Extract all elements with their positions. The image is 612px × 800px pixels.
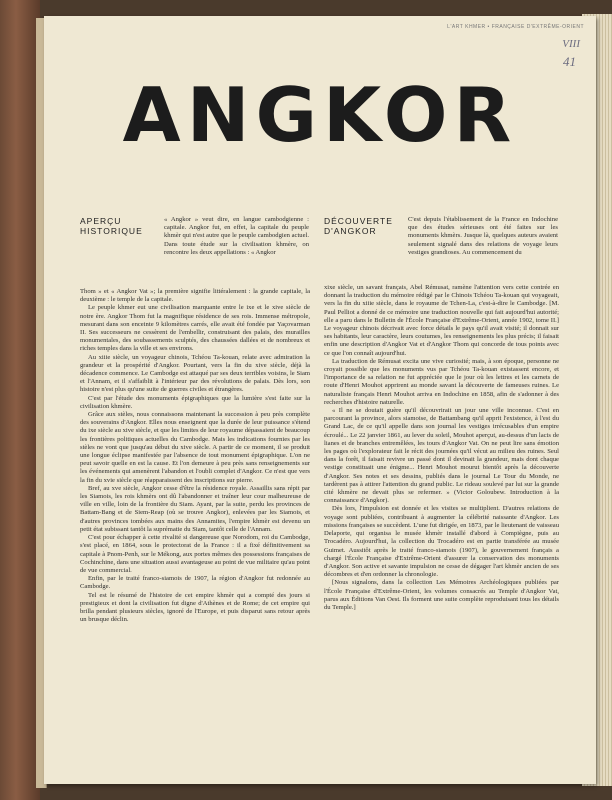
pencil-folio-b: 41 [563, 54, 576, 69]
left-paragraph: C'est par l'étude des monuments épigraphiques que la lumière s'est faite sur la civilisation khmère. [80, 394, 310, 410]
right-paragraph: xixe siècle, un savant français, Abel Rémusat, ramène l'attention vers cette contrée en donnant la traduction du mémoire rédigé par le Chinois Tchéou Ta-kouan qui voyageait, vers la fin du xiiie siècle, dans le royaume de Tchen-La, c'est-à-dire le Cambodge. [M. Paul Pelliot a donné de ce mémoire une traduction nouvelle qui fait aujourd'hui autorité; elle a paru dans le Bulletin de l'École Française d'Extrême-Orient, année 1902, tome II.] Le voyageur chinois décrivait avec force détails le pays qu'il avait visité; il donnait sur ses habitants, leur caractère, leurs coutumes, les renseignements les plus précis; il faisait enfin une description d'Angkor Vat et d'Angkor Thom qui concorde de tous points avec ce que l'on connaît aujourd'hui. [324, 284, 559, 357]
left-paragraph: Tel est le résumé de l'histoire de cet empire khmèr qui a compté des jours si prestigieux et dont la civilisation fut digne d'Athènes et de Rome; de cet empire qui brilla pendant plusieurs siècles, ignoré de l'Europe, et puis disparut sans retour après un brusque déclin. [80, 591, 310, 624]
right-paragraph: Dès lors, l'impulsion est donnée et les visites se multiplient. D'autres relations de voyage sont publiées, contribuant à augmenter la célébrité naissante d'Angkor. Les missions françaises se succèdent. L'une fut dirigée, en 1873, par le lieutenant de vaisseau Delaporte, qui organisa le musée khmèr installé d'abord à Compiègne, puis au Trocadéro. Aujourd'hui, la collection du Trocadéro est en partie transférée au musée Guimet. Aussitôt après le traité franco-siamois (1907), le gouvernement français a chargé l'École Française d'Extrême-Orient d'assurer la conservation des monuments d'Angkor. Son active et savante impulsion ne cesse de dégager l'art khmèr ancien de ses décombres et d'en ordonner la chronologie. [324, 505, 559, 579]
right-heading [324, 216, 393, 236]
left-heading-line-1: APERÇU [80, 216, 122, 226]
left-column [80, 288, 310, 624]
right-paragraph: [Nous signalons, dans la collection Les Mémoires Archéologiques publiées par l'École Française d'Extrême-Orient, les volumes consacrés au Temple d'Angkor Vat, parus aux Éditions Van Oest. Ils forment une suite complète reproduisant tous les détails du Temple.] [324, 579, 559, 611]
book-binding [0, 0, 40, 800]
right-column [324, 284, 559, 612]
right-paragraph: « Il ne se doutait guère qu'il découvrirait un jour une ville inconnue. C'est en parcourant la province, alors siamoise, de Battambang qu'il apprit l'existence, à l'est du Grand Lac, de ce qu'il appelle dans son journal les vestiges irrécusables d'un empire écroulé... Le 22 janvier 1861, au lever du soleil, Mouhot aperçut, au-dessus d'un lacis de lianes et de branches entremêlées, les tours d'Angkor Vat. On ne peut lire sans émotion les pages où l'explorateur fait le récit des journées qu'il vécut au milieu des ruines. Seul dans la forêt, il faisait revivre un passé dont il devinait la grandeur, mais dont chaque vestige constituait une énigme... Henri Mouhot mourut bientôt après la découverte d'Angkor. Ses notes et ses dessins, publiés dans le journal Le Tour du Monde, ne tardèrent pas à attirer l'attention du grand public. Le rideau soulevé par lui sur la grande cité khmère ne devait plus se refermer. » (Victor Goloubew. Introduction à la connaissance d'Angkor). [324, 407, 559, 505]
left-paragraph: Thom » et « Angkor Vat »; la première signifie littéralement : la grande capitale, la deuxième : le temple de la capitale. [80, 288, 310, 304]
pencil-folio-a: VIII [562, 38, 580, 50]
left-intro: « Angkor » veut dire, en langue cambodgienne : capitale. Angkor fut, en effet, la capitale du peuple khmèr qui n'est autre que le peuple cambodgien actuel. Dans toute étude sur la civilisation khmère, on rencontre les deux appellations : « Angkor [164, 216, 309, 256]
page-title: ANGKOR [122, 71, 518, 159]
left-paragraph: Grâce aux stèles, nous connaissons maintenant la succession à peu près complète des souverains d'Angkor. Elles nous enseignent que la durée de leur puissance s'étend du ixe siècle au xive siècle, et que les limites de leur royaume dépassaient de beaucoup les frontières politiques actuelles du Cambodge. Mais les indications fournies par les stèles ne vont que jusqu'au début du xive siècle. A partir de ce moment, il se produit une longue éclipse manifestée par l'absence de tout monument épigraphique. L'on ne peut savoir quelle en est la cause. Et l'on demeure à peu près sans renseignements sur les événements qui amenèrent l'abandon et l'oubli complet d'Angkor. Ce n'est que vers la fin du xvie siècle que réapparaissent des inscriptions sur pierre. [80, 411, 310, 484]
left-paragraph: Bref, au xve siècle, Angkor cesse d'être la résidence royale. Assaillis sans répit par les Siamois, les rois khmèrs ont dû l'abandonner et traîner leur cour malheureuse de ville en ville, loin de la frontière du Siam. Ayant, par la suite, perdu les provinces de Battam-Bang et de Siem-Reap (où se trouve Angkor), enlevées par les Siamois, et d'autres provinces tombées aux mains des Annamites, l'empire khmèr est devenu un petit état subissant tantôt la suprématie du Siam, tantôt celle de l'Annam. [80, 484, 310, 533]
left-paragraph: C'est pour échapper à cette rivalité si dangereuse que Norodom, roi du Cambodge, s'est placé, en 1864, sous le protectorat de la France : il a fixé définitivement sa capitale à Pnom-Penh, sur le Mékong, aux portes mêmes des possessions françaises de Cochinchine, dans une situation aussi avantageuse au point de vue militaire qu'au point de vue commercial. [80, 534, 310, 574]
right-heading-line-2: D'ANGKOR [324, 226, 377, 236]
right-heading-line-1: DÉCOUVERTE [324, 216, 393, 226]
left-heading [80, 216, 143, 236]
running-header: L'ART KHMER • FRANÇAISE D'EXTRÊME-ORIENT [447, 24, 584, 30]
left-paragraph: Au xiiie siècle, un voyageur chinois, Tchéou Ta-kouan, relate avec admiration la grandeur et la prospérité d'Angkor. Pourtant, vers la fin du xive siècle, déjà la décadence commence. Le Cambodge est attaqué par ses deux terribles voisins, le Siam et l'Annam, et il s'affaiblit à l'intérieur par des révolutions de palais. Dès lors, son histoire n'est plus qu'une suite de guerres civiles et étrangères. [80, 353, 310, 394]
left-heading-line-2: HISTORIQUE [80, 226, 143, 236]
right-intro: C'est depuis l'établissement de la France en Indochine que des études sérieuses ont été faites sur les monuments khmèrs. Jusque là, quelques auteurs avaient seulement signalé dans des relations de voyage leurs vestiges grandioses. Au commencement du [408, 216, 558, 256]
document-page [44, 16, 596, 784]
left-paragraph: Le peuple khmer eut une civilisation marquante entre le ixe et le xive siècle de notre ère. Angkor Thom fut la magnifique résidence de ses rois. Immense métropole, mesurant dans son enceinte 9 kilomètres carrés, elle avait été fondée par Yaçovarman II. Ses successeurs ne cessèrent de l'embellir, construisant des palais, des murailles monumentales, des soubassements sculptés, des chaussées dallées et de nombreux et riches temples dans la ville et ses environs. [80, 304, 310, 353]
left-paragraph: Enfin, par le traité franco-siamois de 1907, la région d'Angkor fut redonnée au Cambodge. [80, 575, 310, 591]
right-paragraph: La traduction de Rémusat excita une vive curiosité; mais, à son époque, personne ne croyait possible que les monuments vus par Tchéou Ta-kouan existassent encore, et l'importance de sa relation ne fut appréciée que le jour où les lettres et les carnets de route d'Henri Mouhot apprirent au monde savant la découverte de fameuses ruines. Le naturaliste français Henri Mouhot arriva en Indochine en 1858, afin de s'adonner à des recherches d'histoire naturelle. [324, 357, 559, 406]
